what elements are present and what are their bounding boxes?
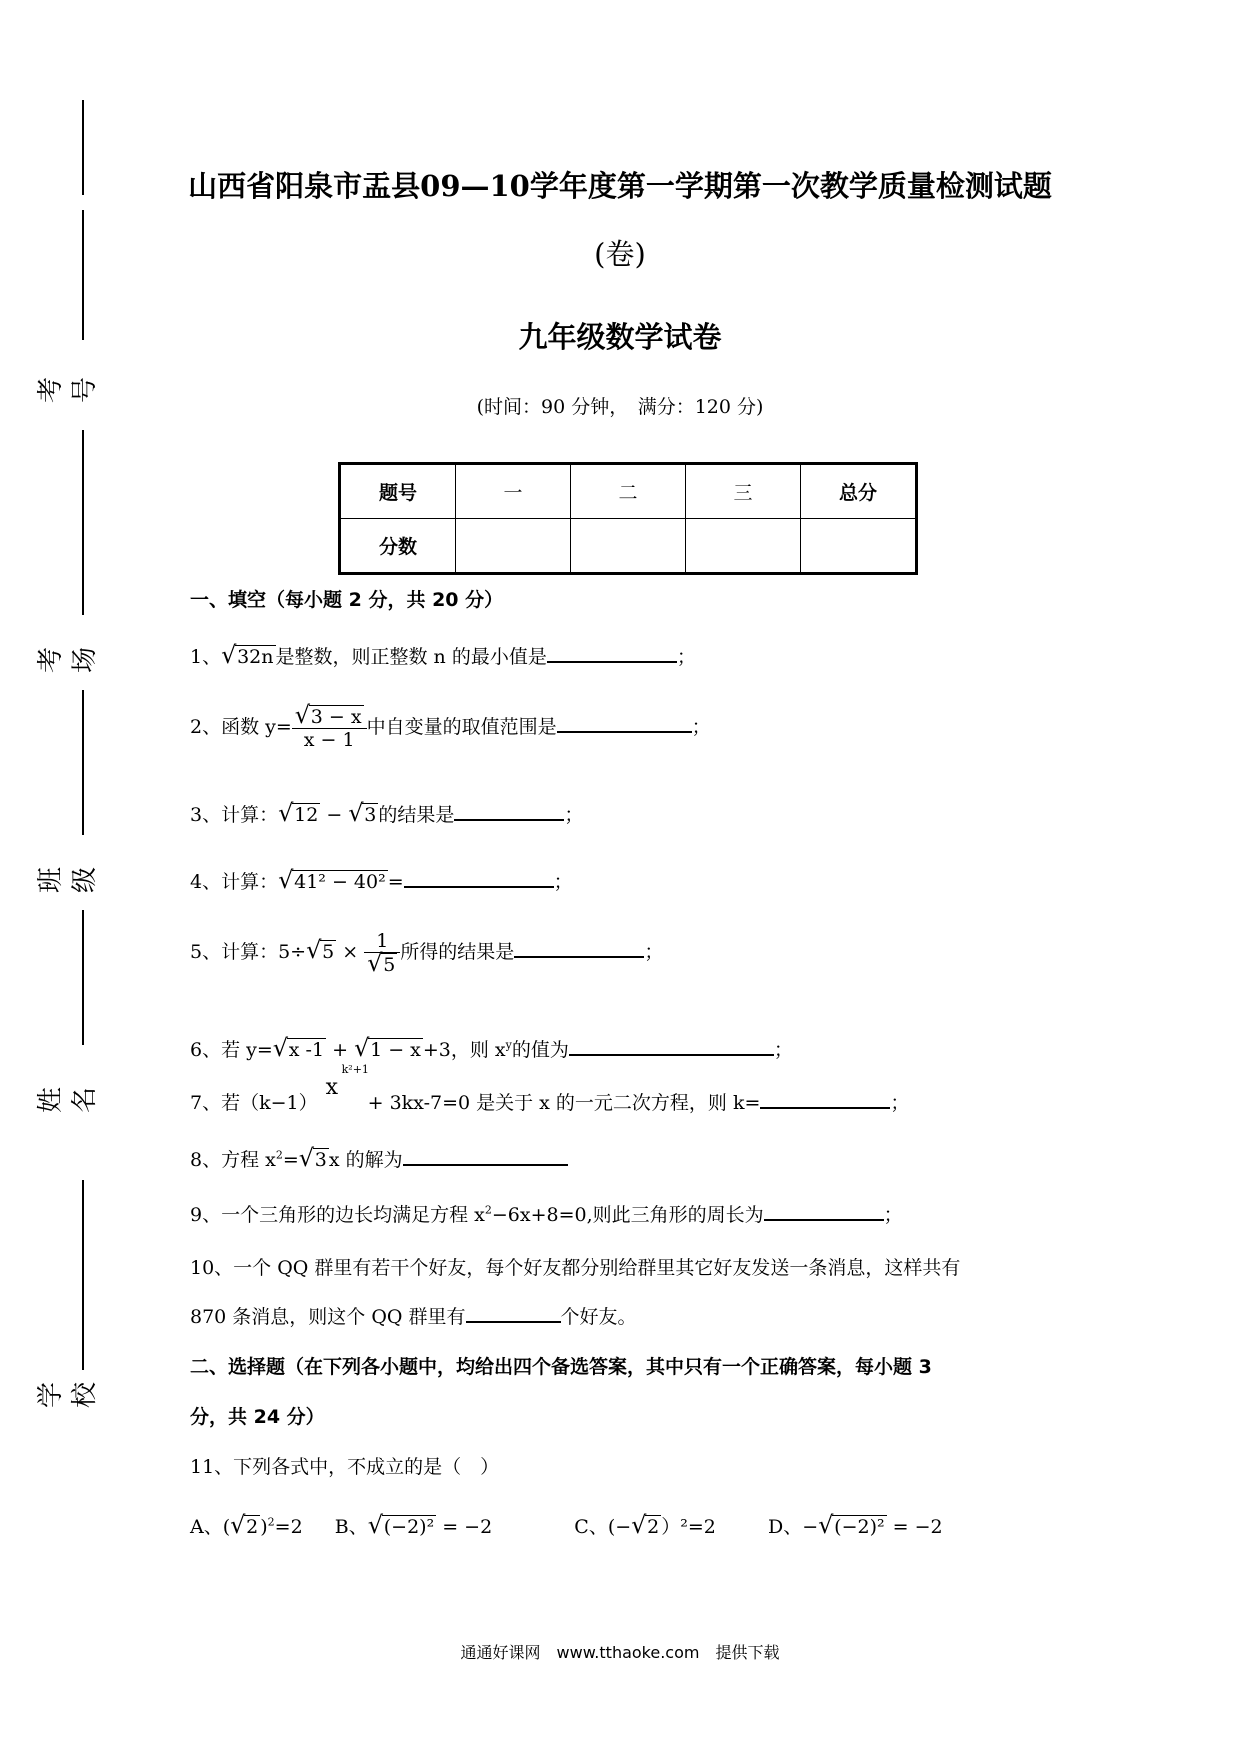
- q6-number: 6、: [190, 1039, 222, 1061]
- binding-line-5: [82, 910, 84, 1045]
- question-10-line1: 10、一个 QQ 群里有若干个好友，每个好友都分别给群里其它好友发送一条消息，这样共有: [190, 1257, 961, 1279]
- score-input-total[interactable]: [801, 519, 917, 574]
- score-input-part2[interactable]: [571, 519, 686, 574]
- q5-answer-blank[interactable]: [514, 938, 644, 958]
- question-1: 1、√ 32n 是整数，则正整数 n 的最小值是 ；: [190, 642, 696, 669]
- margin-label-exam-room: 考场: [36, 647, 100, 674]
- question-4: 4、计算：√ 41² − 40² = ；: [190, 867, 573, 894]
- question-6: 6、若 y=√ x -1 + √ 1 − x +3，则 $x^y$的值为 ；: [190, 1035, 793, 1062]
- question-2: 2、函数 y= √ $\frac{3 - x}{x - 1}$ 中自变量的取值范围是 ；: [190, 705, 711, 751]
- sqrt-icon: √ 1 − x: [354, 1038, 423, 1061]
- score-cell-part1: 一: [456, 464, 571, 519]
- score-cell-part3: 三: [686, 464, 801, 519]
- sqrt-icon: √ 3: [299, 1148, 329, 1171]
- q7-answer-blank[interactable]: [760, 1089, 890, 1109]
- page-title: 山西省阳泉市盂县09—10学年度第一学期第一次教学质量检测试题: [188, 169, 1052, 203]
- q2-answer-blank[interactable]: [557, 713, 692, 733]
- margin-label-school: 学校: [36, 1382, 100, 1409]
- q9-number: 9、: [190, 1204, 222, 1226]
- q3-answer-blank[interactable]: [454, 801, 564, 821]
- score-input-part1[interactable]: [456, 519, 571, 574]
- q2-number: 2、: [190, 716, 222, 738]
- score-input-part3[interactable]: [686, 519, 801, 574]
- margin-label-exam-number: 考号: [36, 377, 100, 404]
- q8-answer-blank[interactable]: [403, 1146, 568, 1166]
- binding-line-3: [82, 430, 84, 615]
- q5-fraction: 1 √ 5: [364, 930, 400, 976]
- q3-number: 3、: [190, 804, 222, 826]
- option-c[interactable]: C、(−√ 2 ）²=2: [574, 1516, 716, 1538]
- q7-number: 7、: [190, 1092, 222, 1114]
- score-table: [338, 462, 918, 575]
- section2-heading-line2: 分，共 24 分）: [190, 1406, 325, 1428]
- q6-answer-blank[interactable]: [569, 1036, 774, 1056]
- footer-source: 通通好课网 www.tthaoke.com 提供下载: [460, 1643, 780, 1662]
- q8-number: 8、: [190, 1149, 222, 1171]
- q4-number: 4、: [190, 871, 222, 893]
- score-cell-total: 总分: [801, 464, 917, 519]
- binding-line-4: [82, 690, 84, 835]
- sqrt-icon: √ 3: [348, 803, 378, 826]
- q9-answer-blank[interactable]: [764, 1201, 884, 1221]
- section2-heading-line1: 二、选择题（在下列各小题中，均给出四个备选答案，其中只有一个正确答案，每小题 3: [190, 1356, 932, 1378]
- q2-fraction: √ $\frac{3 - x}{x - 1}$: [292, 705, 367, 751]
- sqrt-icon: √ 41² − 40²: [278, 870, 388, 893]
- sqrt-icon: √ x -1: [273, 1038, 326, 1061]
- sqrt-icon: √ 2: [631, 1515, 661, 1538]
- binding-line-6: [82, 1180, 84, 1370]
- question-8: 8、方程 $x^2=√$ 3 x 的解为: [190, 1145, 568, 1172]
- sqrt-icon: √ 2: [230, 1515, 260, 1538]
- sqrt-icon: √ 12: [278, 803, 320, 826]
- score-table-header-row: [340, 464, 917, 519]
- q1-number: 1、: [190, 646, 222, 668]
- section1-heading: 一、填空（每小题 2 分，共 20 分）: [190, 589, 504, 611]
- option-d[interactable]: D、−√ (−2)² = −2: [768, 1516, 943, 1538]
- question-9: 9、一个三角形的边长均满足方程 $x^2-6x+8=0$,则此三角形的周长为 ；: [190, 1200, 903, 1227]
- question-7: 7、若（k−1） x k²+1 + 3kx-7=0 是关于 x 的一元二次方程，则 k= ；: [190, 1063, 910, 1114]
- question-11-options: [190, 1512, 943, 1539]
- page-title-suffix: (卷): [594, 237, 646, 271]
- question-10-line2: 870 条消息，则这个 QQ 群里有 个好友。: [190, 1302, 637, 1329]
- score-cell-part2: 二: [571, 464, 686, 519]
- q1-answer-blank[interactable]: [547, 643, 677, 663]
- score-cell-label: 题号: [340, 464, 456, 519]
- exam-title: 九年级数学试卷: [518, 320, 722, 354]
- sqrt-icon: √ 32n: [221, 645, 275, 668]
- score-row-label: 分数: [340, 519, 456, 574]
- sqrt-icon: √ (−2)²: [818, 1515, 886, 1538]
- option-a[interactable]: A、(√ 2 )$^2$=2: [190, 1516, 303, 1538]
- margin-label-name: 姓名: [36, 1087, 100, 1114]
- sqrt-icon: √ (−2)²: [368, 1515, 436, 1538]
- q5-number: 5、: [190, 941, 222, 963]
- score-table-score-row: [340, 519, 917, 574]
- sqrt-icon: √ 5: [306, 940, 336, 963]
- q4-answer-blank[interactable]: [404, 868, 554, 888]
- margin-label-class: 班级: [36, 867, 100, 894]
- question-5: 5、计算：5÷√ 5 × 1 √ 5 所得的结果是 ；: [190, 930, 663, 976]
- q10-answer-blank[interactable]: [466, 1303, 561, 1323]
- sqrt-icon: √ 3 − x: [295, 705, 364, 728]
- question-11: 11、下列各式中，不成立的是（ ）: [190, 1456, 500, 1478]
- question-3: 3、计算：√ 12 − √ 3 的结果是 ；: [190, 800, 583, 827]
- option-b[interactable]: B、√ (−2)² = −2: [335, 1516, 492, 1538]
- sqrt-icon: √ 5: [367, 953, 397, 976]
- exam-info: (时间：90 分钟， 满分：120 分): [476, 396, 764, 418]
